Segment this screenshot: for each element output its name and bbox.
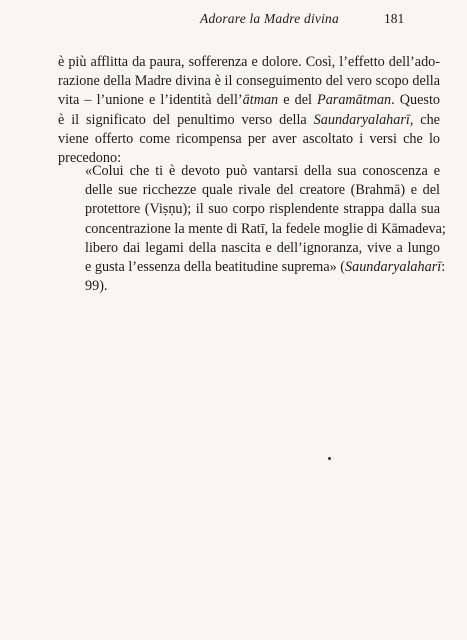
quote-line: delle sue ricchezze quale rivale del creatore (Brahmā) e del xyxy=(85,182,440,199)
paragraph-line: precedono: xyxy=(58,150,122,167)
quote-line: «Colui che ti è devoto può vantarsi della sua conoscenza e xyxy=(85,163,440,179)
block-quote xyxy=(85,162,446,296)
text-run: e del xyxy=(278,92,318,109)
paragraph-line: razione della Madre divina è il conseguimento del vero scopo della xyxy=(58,73,440,90)
quote-line xyxy=(85,258,446,277)
quote-line: 99). xyxy=(85,278,108,295)
italic-title: Saundaryalaharī xyxy=(313,111,410,128)
quote-line: libero dai legami della nascita e dell’ignoranza, vive a lungo xyxy=(85,239,440,256)
text-run: , che xyxy=(409,111,440,128)
text-run: : xyxy=(441,259,446,276)
text-run: . Questo xyxy=(391,92,440,109)
italic-term: ātman xyxy=(242,92,279,109)
text-run: è il significato del penultimo verso della xyxy=(58,111,314,128)
body-paragraph xyxy=(58,53,440,168)
text-run: vita – l’unione e l’identità dell’ xyxy=(58,92,243,109)
italic-title: Saundaryalaharī xyxy=(345,259,442,276)
page-number: 181 xyxy=(384,11,405,26)
paragraph-line xyxy=(58,111,440,130)
italic-term: Paramātman xyxy=(317,92,392,109)
quote-line: concentrazione la mente di Ratī, la fedele moglie di Kāmadeva; xyxy=(85,220,446,237)
quote-line: protettore (Viṣṇu); il suo corpo risplendente strappa dalla sua xyxy=(85,201,440,218)
text-run: e gusta l’essenza della beatitudine suprema» ( xyxy=(85,259,346,276)
paragraph-line: viene offerto come ricompensa per aver ascoltato i versi che lo xyxy=(58,130,440,147)
running-head-title: Adorare la Madre divina xyxy=(200,11,339,26)
paragraph-line xyxy=(58,91,440,110)
paragraph-line: è più afflitta da paura, sofferenza e dolore. Così, l’effetto dell’ado- xyxy=(58,54,440,70)
ink-speck xyxy=(328,457,331,460)
